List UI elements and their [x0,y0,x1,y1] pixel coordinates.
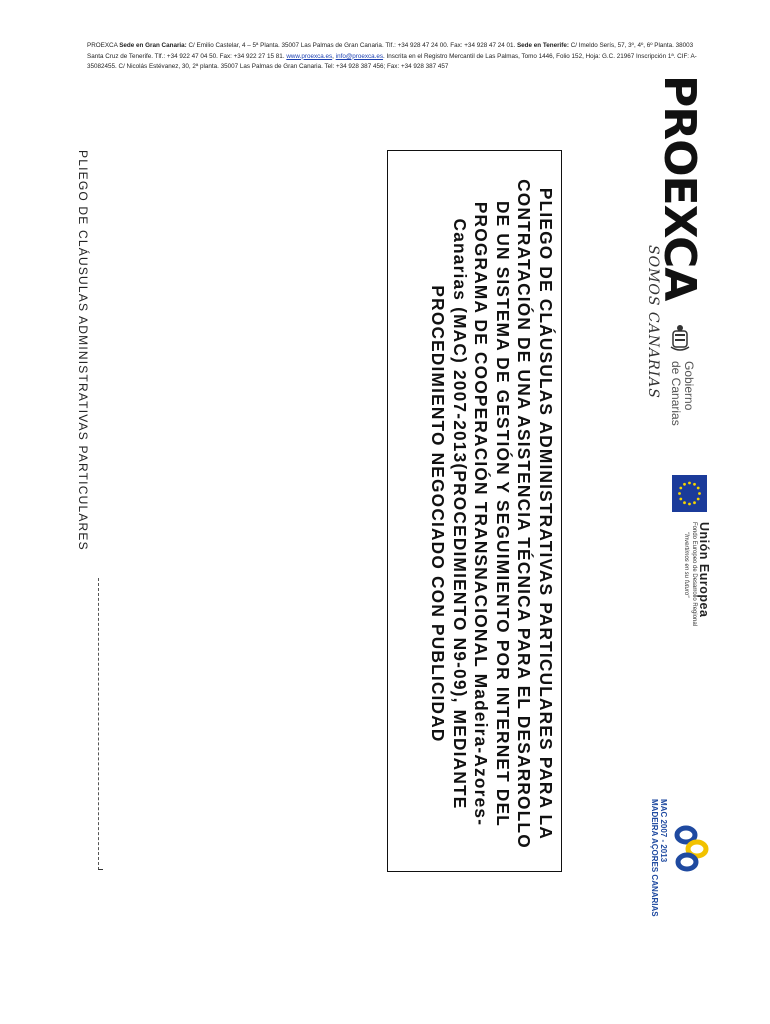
gobierno-line2: de Canarias [669,361,683,426]
title-box [387,150,562,872]
header-line3: Gran Canaria. Tel: +34 928 387 456; Fax: +34 928 387 457 [283,63,449,70]
eu-flag-icon [672,475,707,512]
mac-text [650,799,668,917]
sede-gc-text: C/ Emilio Castelar, 4 – 5ª Planta. 35007 Las Palmas de Gran Canaria. Tlf.: +34 928 47 24 00. Fax: +34 928 47 24 01. [188,42,516,49]
gobierno-canarias-logo [665,323,700,433]
document-title: PLIEGO DE CLÁUSULAS ADMINISTRATIVAS PARTICULARES PARA LA CONTRATACIÓN DE UNA ASISTENCIA TÉCNICA PARA EL DESARROLLO DE UN SISTEMA DE GESTIÓN Y SEGUIMIENTO POR INTERNET DEL PROGRAMA DE COOPERACIÓN TRANSNACIONAL Madeira-Azores-Canarias (MAC) 2007-2013(PROCEDIMIENTO N9-09), MEDIANTE PROCEDIMIENTO NEGOCIADO CON PUBLICIDAD [428,179,556,849]
ue-fund: Fondo Europeo de Desarrollo Regional [691,522,697,627]
mac-programme-logo [648,795,713,917]
side-dotted-line [98,578,99,870]
gobierno-text [669,361,695,426]
union-europea-logo [650,475,710,665]
side-heading-text: PLIEGO DE CLÁUSULAS ADMINISTRATIVAS PARTICULARES [76,150,90,551]
sede-tf-text: C/ Imeldo Serís, 57, 3º, 4º, 6º Planta. 38003 Santa Cruz de Tenerife. Tlf.: +34 922 [87,42,694,60]
coat-of-arms-icon [669,323,691,353]
header-line2-rest: . Inscrita en el Registro Mercantil de Las Palmas, Tomo 1446, Folio 152, Hoja: G.C. 21967 Inscripción 1ª. CIF: A-35082455. C/ Nicolás Estévanez, 30, 2ª planta. 35007 Las Palmas de [87,52,697,70]
side-line-end [98,869,103,870]
proexca-wordmark: PROEXCA [654,75,705,301]
web-link[interactable]: www.proexca.es [286,52,333,60]
mac-emblem-icon [672,823,712,873]
email-link[interactable]: info@proexca.es [335,52,384,60]
gobierno-line1: Gobierno [682,361,696,411]
ue-title: Unión Europea [697,522,711,618]
org-name: PROEXCA [87,42,118,49]
letterhead-header: PROEXCA Sede en Gran Canaria: C/ Emilio Castelar, 4 – 5ª Planta. 35007 Las Palmas de Gran Canaria. Tlf.: +34 928 47 24 00. Fax: +34 928 47 24 01. Sede en Tenerife: C/ Imeldo Serís, 57, 3º, 4º, 6º Planta. 38003 Santa Cruz de Tenerife. Tlf.: +34 922 47 04 50. Fax: +34 922 27 15 81. www.proexca.es, info@proexca.es. Inscrita en el Registro Mercantil de Las Palmas, Tomo 1446, Folio 152, Hoja: G.C. 21967 Inscripción 1ª. CIF: A-35082455. C/ Nicolás Estévanez, 30, 2ª planta. 35007 Las Palmas de Gran Canaria. Tel: +34 928 387 456; Fax: +34 928 387 457 [87,42,697,70]
ue-motto: "Invertimos en su futuro" [683,532,689,598]
sede-tf-label: Sede en Tenerife: [516,42,569,49]
proexca-tagline: SOMOS CANARIAS [645,245,661,399]
sede-gc-label: Sede en Gran Canaria: [119,42,187,49]
mac-line1: MAC 2007 - 2013 [659,799,668,863]
header-line2: 47 04 50. Fax: +34 922 27 15 81. [191,52,285,60]
mac-line2: MADEIRA AÇORES CANARIAS [650,799,659,917]
